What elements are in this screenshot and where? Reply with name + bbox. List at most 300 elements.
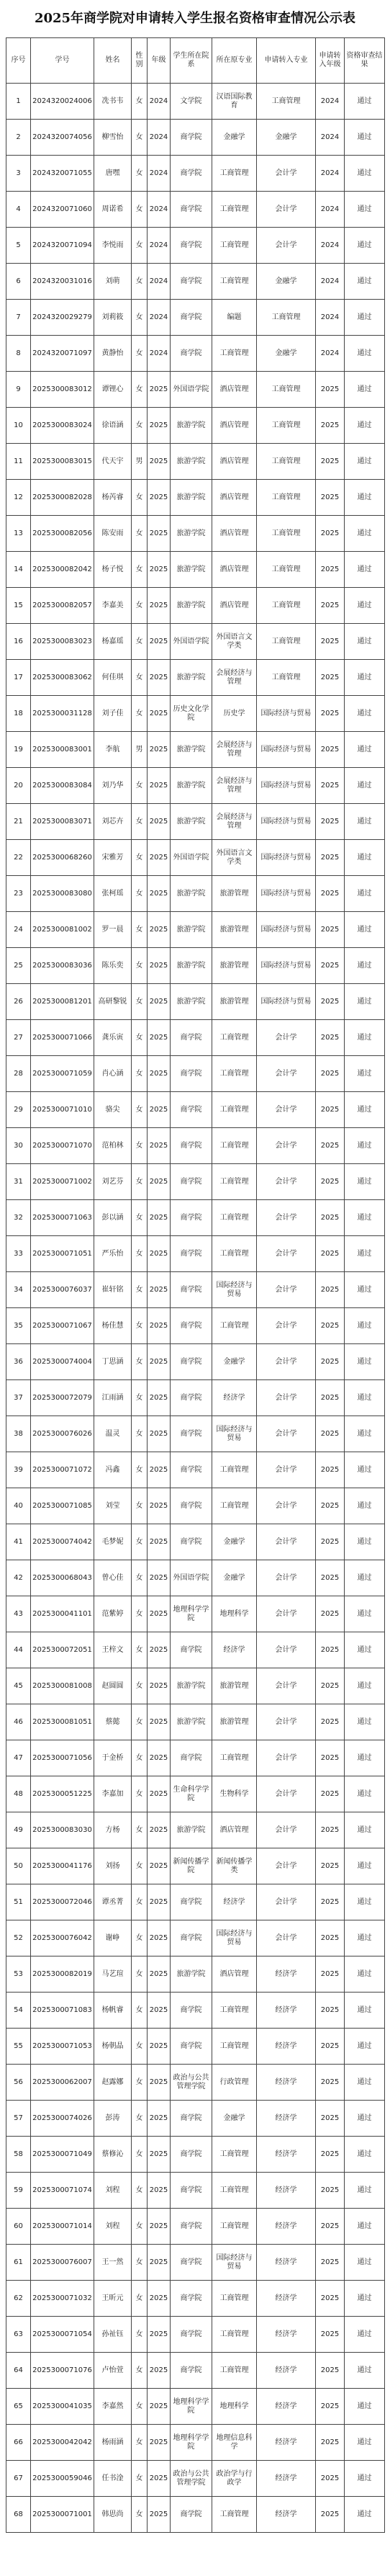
table-row [6, 624, 385, 660]
table-header-row [6, 38, 385, 84]
cell-department: 商学院 [171, 156, 212, 192]
cell-review-result: 通过 [345, 1884, 385, 1920]
cell-student-id: 2025300082056 [31, 516, 94, 552]
cell-department: 外国语学院 [171, 624, 212, 660]
cell-gender: 女 [132, 1596, 148, 1632]
cell-target-major: 会计学 [257, 1740, 316, 1776]
cell-name: 冯鑫 [94, 1452, 132, 1488]
cell-target-major: 工商管理 [257, 480, 316, 516]
cell-student-id: 2025300071032 [31, 2281, 94, 2317]
cell-target-major: 国际经济与贸易 [257, 732, 316, 768]
cell-name: 刘扬 [94, 1848, 132, 1884]
cell-grade: 2025 [148, 984, 171, 1020]
cell-gender: 女 [132, 1740, 148, 1776]
cell-original-major: 酒店管理 [212, 588, 257, 624]
cell-name: 刘程 [94, 2173, 132, 2209]
table-row [6, 1740, 385, 1776]
cell-student-id: 2025300068043 [31, 1560, 94, 1596]
cell-target-grade: 2025 [316, 1380, 345, 1416]
cell-target-major: 会计学 [257, 1452, 316, 1488]
cell-gender: 女 [132, 120, 148, 156]
table-row [6, 876, 385, 912]
cell-index: 39 [6, 1452, 31, 1488]
cell-target-grade: 2025 [316, 660, 345, 696]
cell-department: 旅游学院 [171, 1812, 212, 1848]
cell-name: 刘乃华 [94, 768, 132, 804]
cell-department: 商学院 [171, 1020, 212, 1056]
header-student-id: 学号 [31, 38, 94, 84]
cell-target-major: 经济学 [257, 2389, 316, 2425]
cell-index: 43 [6, 1596, 31, 1632]
cell-grade: 2025 [148, 1452, 171, 1488]
cell-name: 杨雨涵 [94, 2425, 132, 2461]
cell-name: 黄静怡 [94, 336, 132, 372]
table-row [6, 228, 385, 264]
table-row [6, 2173, 385, 2209]
cell-index: 10 [6, 408, 31, 444]
table-row [6, 1380, 385, 1416]
cell-index: 68 [6, 2497, 31, 2533]
cell-name: 刘萌 [94, 264, 132, 300]
cell-target-grade: 2025 [316, 2425, 345, 2461]
table-row [6, 588, 385, 624]
cell-index: 20 [6, 768, 31, 804]
cell-department: 商学院 [171, 1632, 212, 1668]
cell-department: 商学院 [171, 1308, 212, 1344]
cell-grade: 2025 [148, 1128, 171, 1164]
cell-target-major: 会计学 [257, 1092, 316, 1128]
cell-department: 旅游学院 [171, 516, 212, 552]
table-row [6, 1452, 385, 1488]
cell-department: 商学院 [171, 1344, 212, 1380]
cell-grade: 2025 [148, 2281, 171, 2317]
cell-student-id: 2025300071076 [31, 2353, 94, 2389]
cell-department: 商学院 [171, 1416, 212, 1452]
cell-target-grade: 2025 [316, 1740, 345, 1776]
cell-student-id: 2025300071085 [31, 1488, 94, 1524]
cell-index: 31 [6, 1164, 31, 1200]
cell-gender: 女 [132, 984, 148, 1020]
cell-target-major: 国际经济与贸易 [257, 840, 316, 876]
cell-grade: 2025 [148, 912, 171, 948]
cell-target-grade: 2025 [316, 1092, 345, 1128]
cell-grade: 2024 [148, 336, 171, 372]
cell-target-grade: 2025 [316, 696, 345, 732]
cell-review-result: 通过 [345, 372, 385, 408]
cell-grade: 2025 [148, 372, 171, 408]
cell-grade: 2025 [148, 768, 171, 804]
cell-original-major: 工商管理 [212, 2353, 257, 2389]
cell-original-major: 酒店管理 [212, 1956, 257, 1993]
cell-index: 54 [6, 1993, 31, 2029]
cell-review-result: 通过 [345, 840, 385, 876]
cell-review-result: 通过 [345, 2425, 385, 2461]
cell-grade: 2025 [148, 1560, 171, 1596]
cell-name: 方杨 [94, 1812, 132, 1848]
cell-index: 22 [6, 840, 31, 876]
table-row [6, 1704, 385, 1740]
cell-index: 47 [6, 1740, 31, 1776]
cell-review-result: 通过 [345, 588, 385, 624]
cell-student-id: 2025300071063 [31, 1200, 94, 1236]
cell-department: 商学院 [171, 2317, 212, 2353]
cell-original-major: 工商管理 [212, 1056, 257, 1092]
cell-target-grade: 2025 [316, 1128, 345, 1164]
cell-original-major: 酒店管理 [212, 480, 257, 516]
cell-target-major: 工商管理 [257, 588, 316, 624]
cell-target-major: 会计学 [257, 1344, 316, 1380]
cell-gender: 女 [132, 1236, 148, 1272]
cell-index: 67 [6, 2461, 31, 2497]
cell-index: 49 [6, 1812, 31, 1848]
cell-review-result: 通过 [345, 1128, 385, 1164]
cell-index: 45 [6, 1668, 31, 1704]
cell-name: 韩思尚 [94, 2497, 132, 2533]
cell-review-result: 通过 [345, 552, 385, 588]
cell-original-major: 酒店管理 [212, 516, 257, 552]
cell-target-major: 经济学 [257, 2497, 316, 2533]
cell-target-major: 工商管理 [257, 624, 316, 660]
cell-gender: 男 [132, 732, 148, 768]
cell-index: 26 [6, 984, 31, 1020]
cell-department: 旅游学院 [171, 912, 212, 948]
cell-department: 旅游学院 [171, 984, 212, 1020]
cell-name: 温灵 [94, 1416, 132, 1452]
cell-review-result: 通过 [345, 1560, 385, 1596]
cell-index: 6 [6, 264, 31, 300]
cell-index: 5 [6, 228, 31, 264]
cell-student-id: 2024320029279 [31, 300, 94, 336]
header-name: 姓名 [94, 38, 132, 84]
table-row [6, 84, 385, 120]
table-row [6, 1056, 385, 1092]
cell-target-grade: 2025 [316, 948, 345, 984]
cell-target-grade: 2025 [316, 1452, 345, 1488]
cell-review-result: 通过 [345, 768, 385, 804]
cell-target-grade: 2025 [316, 1632, 345, 1668]
cell-student-id: 2025300074004 [31, 1344, 94, 1380]
cell-original-major: 金融学 [212, 120, 257, 156]
cell-department: 旅游学院 [171, 1704, 212, 1740]
cell-original-major: 会展经济与管理 [212, 732, 257, 768]
table-row [6, 2245, 385, 2281]
cell-review-result: 通过 [345, 444, 385, 480]
cell-target-major: 工商管理 [257, 552, 316, 588]
cell-grade: 2024 [148, 84, 171, 120]
cell-department: 商学院 [171, 192, 212, 228]
cell-original-major: 地理科学 [212, 2389, 257, 2425]
cell-name: 陈安雨 [94, 516, 132, 552]
cell-target-grade: 2025 [316, 984, 345, 1020]
table-row [6, 1236, 385, 1272]
cell-target-major: 会计学 [257, 1812, 316, 1848]
cell-gender: 女 [132, 2029, 148, 2065]
cell-name: 张柯瑶 [94, 876, 132, 912]
table-row [6, 2353, 385, 2389]
cell-original-major: 旅游管理 [212, 1668, 257, 1704]
cell-department: 商学院 [171, 228, 212, 264]
cell-target-grade: 2025 [316, 2245, 345, 2281]
header-target-grade: 申请转入年级 [316, 38, 345, 84]
cell-name: 彭以涵 [94, 1200, 132, 1236]
cell-target-major: 会计学 [257, 1308, 316, 1344]
cell-review-result: 通过 [345, 2209, 385, 2245]
cell-original-major: 地理信息科学 [212, 2425, 257, 2461]
table-row [6, 1524, 385, 1560]
cell-index: 21 [6, 804, 31, 840]
cell-student-id: 2025300071002 [31, 1164, 94, 1200]
cell-student-id: 2025300082019 [31, 1956, 94, 1993]
table-row [6, 2029, 385, 2065]
cell-gender: 女 [132, 768, 148, 804]
cell-target-grade: 2024 [316, 84, 345, 120]
cell-gender: 女 [132, 1704, 148, 1740]
cell-gender: 女 [132, 372, 148, 408]
cell-original-major: 旅游管理 [212, 876, 257, 912]
cell-gender: 女 [132, 588, 148, 624]
cell-name: 杨佳慧 [94, 1308, 132, 1344]
cell-target-major: 经济学 [257, 2209, 316, 2245]
cell-target-grade: 2024 [316, 156, 345, 192]
cell-name: 彭涛 [94, 2101, 132, 2137]
cell-gender: 女 [132, 300, 148, 336]
cell-department: 商学院 [171, 1056, 212, 1092]
cell-target-grade: 2025 [316, 480, 345, 516]
table-row [6, 408, 385, 444]
cell-original-major: 工商管理 [212, 1452, 257, 1488]
cell-target-major: 工商管理 [257, 408, 316, 444]
cell-target-grade: 2025 [316, 912, 345, 948]
cell-original-major: 生物科学 [212, 1776, 257, 1812]
cell-target-major: 会计学 [257, 1848, 316, 1884]
cell-index: 48 [6, 1776, 31, 1812]
table-row [6, 912, 385, 948]
cell-target-grade: 2025 [316, 1956, 345, 1993]
cell-gender: 女 [132, 1380, 148, 1416]
table-row [6, 552, 385, 588]
cell-grade: 2025 [148, 1668, 171, 1704]
cell-original-major: 工商管理 [212, 1308, 257, 1344]
cell-department: 旅游学院 [171, 768, 212, 804]
cell-review-result: 通过 [345, 516, 385, 552]
cell-index: 3 [6, 156, 31, 192]
table-row [6, 120, 385, 156]
cell-index: 56 [6, 2065, 31, 2101]
cell-index: 2 [6, 120, 31, 156]
cell-original-major: 国际经济与贸易 [212, 1416, 257, 1452]
cell-student-id: 2025300041176 [31, 1848, 94, 1884]
cell-gender: 女 [132, 696, 148, 732]
cell-original-major: 工商管理 [212, 1020, 257, 1056]
cell-target-grade: 2025 [316, 588, 345, 624]
cell-student-id: 2025300071010 [31, 1092, 94, 1128]
cell-name: 丁思涵 [94, 1344, 132, 1380]
cell-target-major: 经济学 [257, 2101, 316, 2137]
cell-gender: 女 [132, 1344, 148, 1380]
table-row [6, 2497, 385, 2533]
cell-gender: 女 [132, 1092, 148, 1128]
table-row [6, 1812, 385, 1848]
cell-department: 商学院 [171, 1128, 212, 1164]
cell-review-result: 通过 [345, 300, 385, 336]
table-row [6, 1848, 385, 1884]
cell-index: 51 [6, 1884, 31, 1920]
cell-review-result: 通过 [345, 1272, 385, 1308]
cell-target-major: 会计学 [257, 1632, 316, 1668]
cell-original-major: 行政管理 [212, 2065, 257, 2101]
cell-department: 旅游学院 [171, 804, 212, 840]
cell-student-id: 2025300082057 [31, 588, 94, 624]
cell-target-grade: 2025 [316, 2317, 345, 2353]
cell-grade: 2024 [148, 264, 171, 300]
cell-target-grade: 2025 [316, 732, 345, 768]
cell-target-grade: 2024 [316, 300, 345, 336]
cell-grade: 2025 [148, 2029, 171, 2065]
cell-index: 32 [6, 1200, 31, 1236]
cell-review-result: 通过 [345, 1704, 385, 1740]
cell-review-result: 通过 [345, 1740, 385, 1776]
cell-review-result: 通过 [345, 2353, 385, 2389]
cell-department: 商学院 [171, 1993, 212, 2029]
table-row [6, 480, 385, 516]
cell-original-major: 工商管理 [212, 1092, 257, 1128]
cell-grade: 2025 [148, 624, 171, 660]
cell-index: 37 [6, 1380, 31, 1416]
cell-student-id: 2025300041035 [31, 2389, 94, 2425]
cell-target-major: 会计学 [257, 1560, 316, 1596]
cell-name: 李嘉加 [94, 1776, 132, 1812]
cell-target-major: 工商管理 [257, 372, 316, 408]
cell-name: 于金桥 [94, 1740, 132, 1776]
cell-original-major: 旅游管理 [212, 1704, 257, 1740]
cell-student-id: 2025300083071 [31, 804, 94, 840]
table-row [6, 948, 385, 984]
cell-gender: 女 [132, 2173, 148, 2209]
cell-name: 曾心佳 [94, 1560, 132, 1596]
cell-student-id: 2025300083062 [31, 660, 94, 696]
cell-target-grade: 2025 [316, 2461, 345, 2497]
cell-name: 杨子悦 [94, 552, 132, 588]
cell-review-result: 通过 [345, 1236, 385, 1272]
cell-target-major: 会计学 [257, 192, 316, 228]
cell-student-id: 2025300071051 [31, 1236, 94, 1272]
cell-target-major: 会计学 [257, 1056, 316, 1092]
cell-gender: 女 [132, 624, 148, 660]
cell-original-major: 金融学 [212, 1560, 257, 1596]
cell-index: 8 [6, 336, 31, 372]
cell-target-grade: 2025 [316, 804, 345, 840]
cell-index: 42 [6, 1560, 31, 1596]
cell-review-result: 通过 [345, 1416, 385, 1452]
cell-target-major: 金融学 [257, 264, 316, 300]
cell-original-major: 工商管理 [212, 2497, 257, 2533]
cell-review-result: 通过 [345, 1092, 385, 1128]
cell-grade: 2025 [148, 1092, 171, 1128]
cell-student-id: 2025300071059 [31, 1056, 94, 1092]
cell-department: 旅游学院 [171, 552, 212, 588]
cell-original-major: 旅游管理 [212, 912, 257, 948]
cell-grade: 2025 [148, 1416, 171, 1452]
cell-name: 周诺希 [94, 192, 132, 228]
cell-target-major: 经济学 [257, 2245, 316, 2281]
cell-grade: 2025 [148, 2425, 171, 2461]
cell-student-id: 2025300071014 [31, 2209, 94, 2245]
cell-review-result: 通过 [345, 2065, 385, 2101]
cell-review-result: 通过 [345, 1056, 385, 1092]
cell-original-major: 工商管理 [212, 228, 257, 264]
cell-student-id: 2025300082028 [31, 480, 94, 516]
cell-review-result: 通过 [345, 624, 385, 660]
table-row [6, 1164, 385, 1200]
cell-gender: 女 [132, 1164, 148, 1200]
cell-student-id: 2025300083030 [31, 1812, 94, 1848]
cell-index: 66 [6, 2425, 31, 2461]
cell-index: 52 [6, 1920, 31, 1956]
cell-department: 旅游学院 [171, 876, 212, 912]
cell-index: 15 [6, 588, 31, 624]
cell-department: 商学院 [171, 2245, 212, 2281]
cell-target-major: 会计学 [257, 1380, 316, 1416]
cell-student-id: 2025300042042 [31, 2425, 94, 2461]
cell-review-result: 通过 [345, 1956, 385, 1993]
cell-target-major: 经济学 [257, 2281, 316, 2317]
cell-grade: 2025 [148, 1848, 171, 1884]
cell-student-id: 2025300081008 [31, 1668, 94, 1704]
cell-name: 谭丞菁 [94, 1884, 132, 1920]
cell-index: 53 [6, 1956, 31, 1993]
cell-student-id: 2025300071067 [31, 1308, 94, 1344]
cell-gender: 女 [132, 408, 148, 444]
cell-student-id: 2024320031016 [31, 264, 94, 300]
cell-gender: 女 [132, 1632, 148, 1668]
cell-target-major: 国际经济与贸易 [257, 696, 316, 732]
cell-review-result: 通过 [345, 1848, 385, 1884]
cell-original-major: 工商管理 [212, 1236, 257, 1272]
cell-target-major: 经济学 [257, 2317, 316, 2353]
cell-department: 地理科学学院 [171, 2389, 212, 2425]
cell-name: 徐语涵 [94, 408, 132, 444]
cell-department: 商学院 [171, 1272, 212, 1308]
cell-review-result: 通过 [345, 660, 385, 696]
cell-grade: 2025 [148, 1488, 171, 1524]
cell-department: 旅游学院 [171, 732, 212, 768]
cell-target-grade: 2025 [316, 1848, 345, 1884]
cell-index: 58 [6, 2137, 31, 2173]
cell-student-id: 2025300072046 [31, 1884, 94, 1920]
cell-grade: 2025 [148, 444, 171, 480]
cell-name: 卢怡萱 [94, 2353, 132, 2389]
header-review-result: 资格审查结果 [345, 38, 385, 84]
header-original-major: 所在原专业 [212, 38, 257, 84]
cell-gender: 女 [132, 1776, 148, 1812]
cell-target-grade: 2025 [316, 1668, 345, 1704]
cell-target-grade: 2025 [316, 1920, 345, 1956]
cell-grade: 2025 [148, 1884, 171, 1920]
cell-target-grade: 2025 [316, 2353, 345, 2389]
cell-original-major: 酒店管理 [212, 552, 257, 588]
cell-grade: 2025 [148, 2101, 171, 2137]
cell-student-id: 2025300076042 [31, 1920, 94, 1956]
cell-target-grade: 2025 [316, 1344, 345, 1380]
table-row [6, 156, 385, 192]
cell-index: 44 [6, 1632, 31, 1668]
cell-department: 商学院 [171, 1740, 212, 1776]
cell-gender: 女 [132, 1956, 148, 1993]
cell-student-id: 2024320071094 [31, 228, 94, 264]
table-row [6, 1128, 385, 1164]
cell-department: 旅游学院 [171, 408, 212, 444]
cell-target-grade: 2025 [316, 2137, 345, 2173]
